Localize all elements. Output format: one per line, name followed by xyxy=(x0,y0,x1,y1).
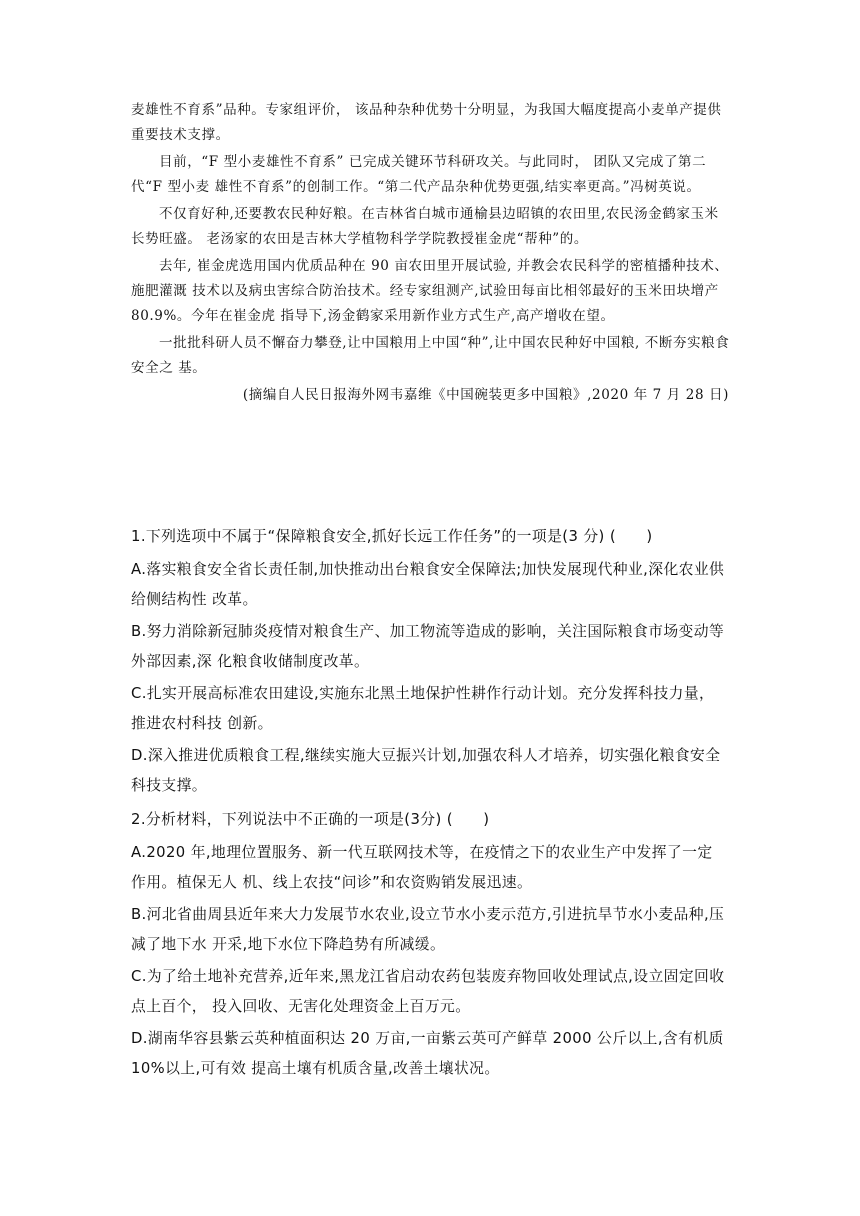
question-1 xyxy=(131,522,726,801)
question-2-option-d: D.湖南华容县紫云英种植面积达 20 万亩,一亩紫云英可产鲜草 2000 公斤以上,含有机质10%以上,可有效 提高土壤有机质含量,改善土壤状况。 xyxy=(131,1030,724,1077)
question-1-option-c: C.扎实开展高标准农田建设,实施东北黑土地保护性耕作行动计划。充分发挥科技力量，推进农村科技 创新。 xyxy=(131,685,715,732)
question-1-option-b: B.努力消除新冠肺炎疫情对粮食生产、加工物流等造成的影响，关注国际粮食市场变动等外部因素,深 化粮食收储制度改革。 xyxy=(131,623,725,670)
passage-paragraph-2: 目前，“F 型小麦雄性不育系” 已完成关键环节科研攻关。与此同时， 团队又完成了第二代“F 型小麦 雄性不育系”的创制工作。“第二代产品杂种优势更强,结实率更高。”冯树英说。 xyxy=(131,154,707,195)
passage-source: (摘编自人民日报海外网韦嘉维《中国碗装更多中国粮》,2020 年 7 月 28 日) xyxy=(242,387,729,403)
question-2-stem: 2.分析材料，下列说法中不正确的一项是(3分) ( ) xyxy=(131,811,490,828)
question-1-option-d: D.深入推进优质粮食工程,继续实施大豆振兴计划,加强农科人才培养，切实强化粮食安全科技支撑。 xyxy=(131,747,721,794)
passage-paragraph-5: 一批批科研人员不懈奋力攀登,让中国粮用上中国“种”,让中国农民种好中国粮, 不断夯实粮食安全之 基。 xyxy=(131,335,730,376)
question-2-option-b: B.河北省曲周县近年来大力发展节水农业,设立节水小麦示范方,引进抗旱节水小麦品种,压减了地下水 开采,地下水位下降趋势有所减缓。 xyxy=(131,906,725,953)
question-2-option-a: A.2020 年,地理位置服务、新一代互联网技术等，在疫情之下的农业生产中发挥了一定作用。植保无人 机、线上农技“问诊”和农资购销发展迅速。 xyxy=(131,844,713,891)
question-1-option-a: A.落实粮食安全省长责任制,加快推动出台粮食安全保障法;加快发展现代种业,深化农业供给侧结构性 改革。 xyxy=(131,561,725,608)
passage-paragraph-3: 不仅育好种,还要教农民种好粮。在吉林省白城市通榆县边昭镇的农田里,农民汤金鹤家玉米长势旺盛。 老汤家的农田是吉林大学植物科学学院教授崔金虎“帮种”的。 xyxy=(131,206,719,247)
question-2-option-c: C.为了给土地补充营养,近年来,黑龙江省启动农药包装废弃物回收处理试点,设立固定回收点上百个， 投入回收、无害化处理资金上百万元。 xyxy=(131,968,725,1015)
question-list xyxy=(131,522,726,1086)
reading-passage xyxy=(131,98,731,410)
question-2 xyxy=(131,805,726,1084)
passage-paragraph-1: 麦雄性不育系”品种。专家组评价， 该品种杂种优势十分明显，为我国大幅度提高小麦单产提供重要技术支撑。 xyxy=(131,102,722,143)
passage-paragraph-4: 去年, 崔金虎选用国内优质品种在 90 亩农田里开展试验, 并教会农民科学的密植播种技术、施肥灌溉 技术以及病虫害综合防治技术。经专家组测产,试验田每亩比相邻最好的玉米田块增产 80.9%。今年在崔金虎 指导下,汤金鹤家采用新作业方式生产,高产增收在望。 xyxy=(131,258,729,324)
question-1-stem: 1.下列选项中不属于“保障粮食安全,抓好长远工作任务”的一项是(3 分) ( ) xyxy=(131,528,653,545)
